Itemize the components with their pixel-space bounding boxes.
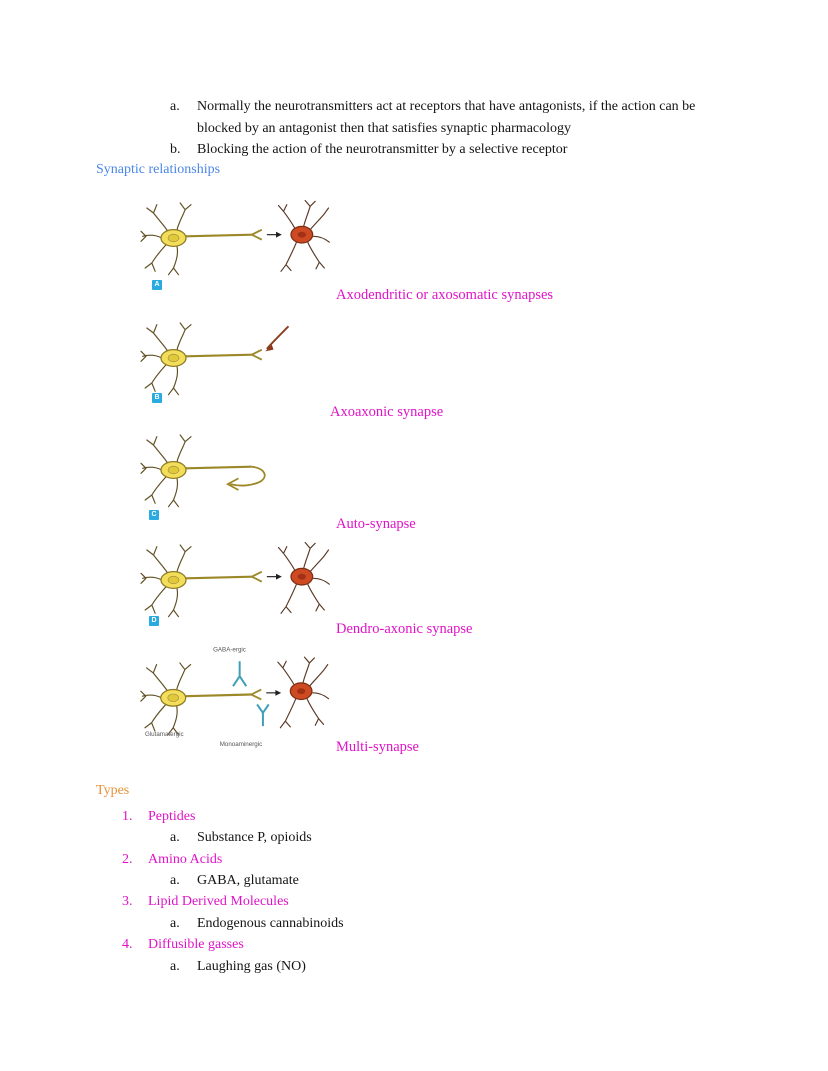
types-subitem-text: Endogenous cannabinoids xyxy=(197,916,344,931)
presynaptic-neuron-illustration xyxy=(141,203,252,275)
list-item xyxy=(170,139,710,161)
figure-a-neuron-diagram xyxy=(138,198,334,278)
types-item xyxy=(122,934,244,955)
list-number: 4. xyxy=(122,937,133,952)
figure-b-neuron-diagram xyxy=(138,318,334,398)
list-text: Blocking the action of the neurotransmitter by a selective receptor xyxy=(197,142,568,157)
types-item xyxy=(122,891,289,912)
figure-caption: Axodendritic or axosomatic synapses xyxy=(336,287,554,303)
presynaptic-neuron-illustration xyxy=(141,323,252,395)
types-subitem-text: GABA, glutamate xyxy=(197,873,299,888)
gabaergic-terminal-icon xyxy=(233,661,246,686)
axon-terminal-icon xyxy=(251,690,261,700)
annotation-glutamatergic: Glutamatergic xyxy=(144,731,184,739)
types-subitem xyxy=(170,913,344,934)
types-subitem xyxy=(170,827,312,848)
list-marker: a. xyxy=(170,99,180,114)
presynaptic-neuron-illustration xyxy=(141,435,252,507)
recurrent-axon-illustration xyxy=(230,467,265,486)
section-heading: Synaptic relationships xyxy=(96,162,221,177)
monoaminergic-terminal-icon xyxy=(257,704,269,726)
figure-badge-c: C xyxy=(149,510,159,520)
postsynaptic-neuron-illustration xyxy=(279,543,330,614)
types-subitem-text: Substance P, opioids xyxy=(197,830,312,845)
list-number: 1. xyxy=(122,809,133,824)
annotation-monoaminergic: Monoaminergic xyxy=(219,741,263,749)
presynaptic-neuron-illustration xyxy=(141,545,252,617)
intro-list xyxy=(170,96,710,161)
types-subitem xyxy=(170,870,299,891)
figure-caption: Auto-synapse xyxy=(336,516,416,532)
types-item-label: Amino Acids xyxy=(148,852,223,867)
types-subitem-text: Laughing gas (NO) xyxy=(197,959,306,974)
list-number: 3. xyxy=(122,894,133,909)
figure-caption: Multi-synapse xyxy=(336,739,419,755)
presynaptic-neuron-illustration xyxy=(141,663,251,734)
types-item xyxy=(122,849,222,870)
types-subitem xyxy=(170,956,306,977)
figure-caption: Dendro-axonic synapse xyxy=(336,621,473,637)
postsynaptic-neuron-illustration xyxy=(279,201,330,272)
types-item xyxy=(122,806,195,827)
list-number: 2. xyxy=(122,852,133,867)
list-item xyxy=(170,96,710,139)
figure-d-neuron-diagram xyxy=(138,540,334,620)
axon-terminal-icon xyxy=(252,572,262,582)
list-marker: a. xyxy=(170,830,180,845)
list-text: Normally the neurotransmitters act at receptors that have antagonists, if the action can be blocked by an antagonist then that satisfies synaptic pharmacology xyxy=(197,99,696,136)
list-marker: a. xyxy=(170,959,180,974)
list-marker: a. xyxy=(170,916,180,931)
axon-terminal-icon xyxy=(252,350,262,360)
synapse-arrow-icon xyxy=(267,574,282,580)
figure-badge-a: A xyxy=(152,280,162,290)
postsynaptic-neuron-illustration xyxy=(278,657,329,728)
figure-badge-d: D xyxy=(149,616,159,626)
annotation-gabaergic: GABA-ergic xyxy=(213,646,246,654)
list-marker: b. xyxy=(170,142,181,157)
axon-terminal-icon xyxy=(252,230,262,240)
figure-caption: Axoaxonic synapse xyxy=(330,404,444,420)
figure-badge-b: B xyxy=(152,393,162,403)
types-item-label: Lipid Derived Molecules xyxy=(148,894,289,909)
incoming-axon-illustration xyxy=(267,326,289,349)
figure-c-neuron-diagram xyxy=(138,430,334,510)
types-item-label: Diffusible gasses xyxy=(148,937,244,952)
synapse-arrow-icon xyxy=(267,232,282,238)
types-item-label: Peptides xyxy=(148,809,196,824)
list-marker: a. xyxy=(170,873,180,888)
synapse-arrow-icon xyxy=(266,690,281,696)
types-heading: Types xyxy=(96,783,130,798)
figure-e-neuron-diagram xyxy=(138,643,338,751)
